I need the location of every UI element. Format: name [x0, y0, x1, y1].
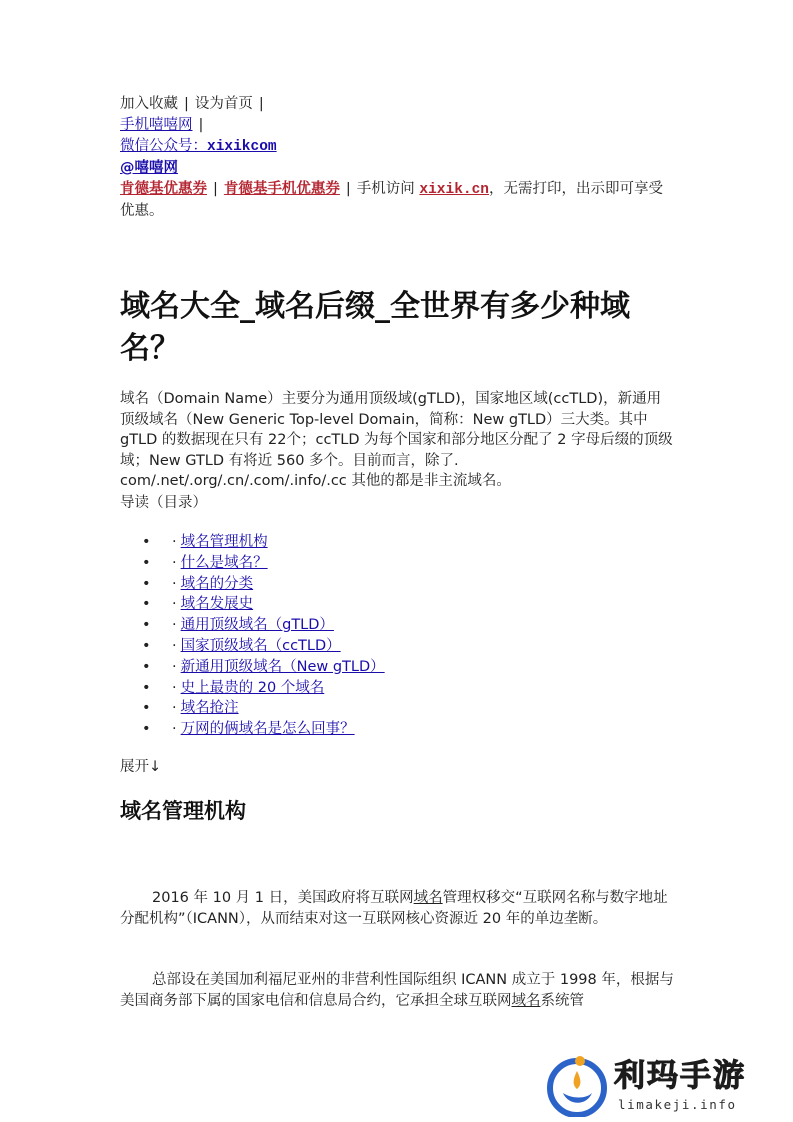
paragraph-text: 系统管: [540, 993, 584, 1009]
separator: |: [345, 181, 351, 197]
section-title: 域名管理机构: [120, 798, 246, 823]
kfc-coupon-link[interactable]: 肯德基优惠券: [120, 181, 207, 197]
toc-link[interactable]: 通用顶级域名（gTLD）: [180, 617, 334, 634]
separator: |: [198, 117, 204, 133]
mobile-domain-link[interactable]: xixik.cn: [419, 182, 490, 198]
toc-link[interactable]: 域名的分类: [180, 575, 254, 592]
middle-dot: ·: [172, 554, 177, 571]
mobile-visit-suffix: ，无需打印，出示即可享受优惠。: [120, 181, 664, 219]
middle-dot: ·: [172, 700, 177, 717]
paragraph-text: 管理权移交“互联网名称与数字地址分配机构”（ICANN），从而结束对这一互联网核心资源近 20 年的单边垄断。: [120, 890, 668, 927]
middle-dot: ·: [172, 575, 177, 592]
coupon-row: [120, 179, 672, 222]
middle-dot: ·: [172, 637, 177, 654]
bullet-icon: •: [142, 554, 151, 571]
limakeji-logo-icon: [546, 1055, 608, 1117]
header-links: [120, 94, 672, 222]
separator: |: [258, 96, 264, 112]
page-title: 域名大全_域名后缀_全世界有多少种域名？: [120, 289, 630, 366]
set-homepage-link[interactable]: 设为首页: [194, 96, 253, 112]
toc-link[interactable]: 什么是域名？: [180, 554, 268, 571]
domain-link[interactable]: 域名: [511, 993, 541, 1009]
toc-item: [120, 678, 385, 699]
toc-item: [120, 574, 385, 595]
toc-item: [120, 698, 385, 719]
paragraph: [120, 970, 675, 1012]
middle-dot: ·: [172, 679, 177, 696]
mobile-row: [120, 115, 672, 136]
mobile-visit-prefix: 手机访问: [356, 181, 415, 197]
middle-dot: ·: [172, 658, 177, 675]
paragraph-text: 2016 年 10 月 1 日，美国政府将互联网: [152, 890, 414, 906]
middle-dot: ·: [172, 534, 177, 550]
paragraph: [120, 888, 675, 930]
separator: |: [213, 181, 218, 197]
middle-dot: ·: [172, 721, 177, 738]
watermark-title: 利玛手游: [614, 1058, 746, 1094]
toc-link[interactable]: 万网的俩域名是怎么回事？: [180, 721, 355, 738]
weibo-link[interactable]: @嘻嘻网: [120, 160, 178, 176]
middle-dot: ·: [172, 596, 177, 613]
middle-dot: ·: [172, 617, 177, 634]
add-favorite-link[interactable]: 加入收藏: [120, 96, 178, 112]
toc-link[interactable]: 域名管理机构: [180, 534, 268, 550]
weibo-row: [120, 158, 672, 179]
bullet-icon: •: [142, 679, 151, 696]
toc-link[interactable]: 史上最贵的 20 个域名: [180, 679, 325, 696]
domain-link[interactable]: 域名: [413, 890, 443, 906]
kfc-mobile-coupon-link[interactable]: 肯德基手机优惠券: [223, 181, 340, 197]
toc-item: [120, 657, 385, 678]
toc-item: [120, 553, 385, 574]
toc-link[interactable]: 国家顶级域名（ccTLD）: [180, 637, 341, 654]
bullet-icon: •: [142, 575, 151, 592]
bullet-icon: •: [142, 721, 151, 738]
expand-toggle[interactable]: 展开↓: [120, 759, 162, 775]
table-of-contents: [120, 532, 385, 740]
intro-paragraph: 域名（Domain Name）主要分为通用顶级域(gTLD)，国家地区域(ccTLD)，新通用顶级域名（New Generic Top-level Domain，简称：New gTLD）三大类。其中 gTLD 的数据现在只有 22个；ccTLD 为每个国家和部分地区分配了 2 字母后缀的顶级域；New GTLD 有将近 560 多个。目前而言，除了. com/.net/.org/.cn/.com/.info/.cc 其他的都是非主流域名。: [120, 391, 673, 489]
mobile-site-link[interactable]: 手机嘻嘻网: [120, 117, 193, 133]
toc-link[interactable]: 域名发展史: [180, 596, 254, 613]
watermark: [546, 1055, 786, 1117]
toc-link[interactable]: 域名抢注: [180, 700, 239, 717]
toc-item: [120, 594, 385, 615]
toc-label: 导读（目录）: [120, 495, 207, 511]
bullet-icon: •: [142, 700, 151, 717]
separator: |: [184, 96, 189, 112]
toc-item: [120, 532, 385, 553]
bullet-icon: •: [142, 637, 151, 654]
bullet-icon: •: [142, 596, 151, 613]
bullet-icon: •: [142, 534, 151, 550]
toc-link[interactable]: 新通用顶级域名（New gTLD）: [180, 658, 385, 675]
favorites-row: [120, 94, 672, 115]
wechat-prefix: 微信公众号：: [120, 138, 207, 154]
bullet-icon: •: [142, 617, 151, 634]
wechat-link[interactable]: [120, 138, 277, 154]
paragraph-text: 总部设在美国加利福尼亚州的非营利性国际组织 ICANN 成立于 1998 年，根据与美国商务部下属的国家电信和信息局合约，它承担全球互联网: [120, 972, 674, 1009]
bullet-icon: •: [142, 658, 151, 675]
toc-item: [120, 615, 385, 636]
toc-item: [120, 636, 385, 657]
wechat-id: xixikcom: [207, 139, 277, 155]
toc-item: [120, 719, 385, 740]
watermark-subtitle: limakeji.info: [618, 1097, 737, 1112]
wechat-row: [120, 136, 672, 158]
